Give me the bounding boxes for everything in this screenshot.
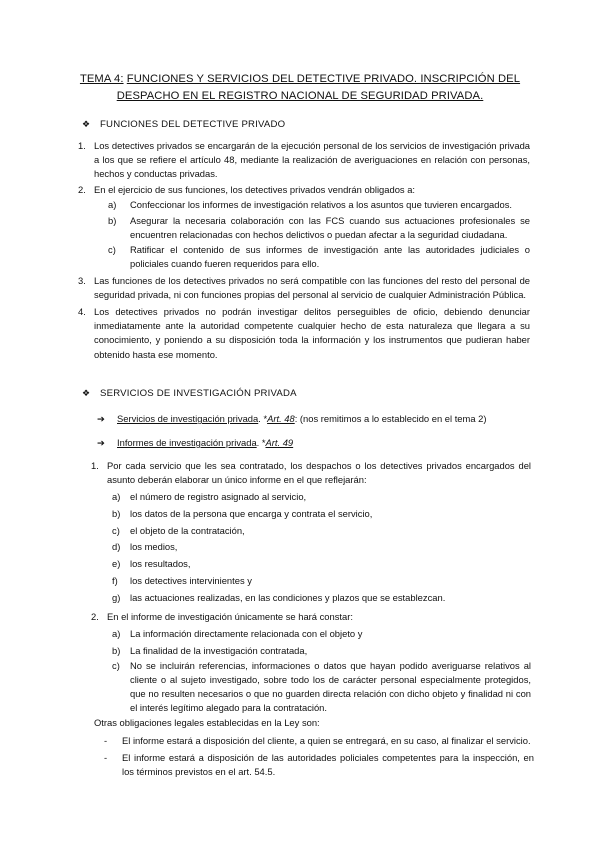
item-text: En el ejercicio de sus funciones, los detectives privados vendrán obligados a: [94, 184, 416, 196]
item-letter: a) [112, 628, 121, 640]
article-48-link[interactable]: Art. 48 [267, 413, 295, 424]
section-heading-text: FUNCIONES DEL DETECTIVE PRIVADO [100, 119, 286, 130]
item-number: 4. [78, 306, 86, 318]
item-letter: c) [112, 659, 120, 671]
item-letter: a) [108, 199, 117, 211]
item-letter: b) [108, 214, 117, 226]
item-letter: c) [112, 524, 120, 536]
item-text: Las funciones de los detectives privados no será compatible con las funciones del resto del personal de seguridad privada, ni con funciones propias del personal al servicio de cualquier Administración Pública. [94, 274, 530, 301]
sub-list-item [112, 643, 531, 658]
item-letter: b) [112, 644, 121, 656]
item-text: En el informe de investigación únicamente se hará constar: [107, 611, 353, 623]
sub-list-item [108, 243, 530, 271]
item-number: 2. [78, 184, 86, 196]
item-text: Asegurar la necesaria colaboración con las FCS cuando sus actuaciones profesionales se encuentren relacionadas con hechos delictivos o puedan afectar a la seguridad ciudadana. [130, 214, 530, 240]
item-letter: d) [112, 541, 121, 553]
sub-list-item [112, 626, 531, 641]
item-text: el número de registro asignado al servicio, [130, 491, 307, 503]
title-prefix: TEMA 4: [79, 73, 124, 85]
sub-list-item [112, 539, 531, 556]
sublist-informe-contenido [91, 489, 531, 606]
item-text: Los detectives privados no podrán investigar delitos perseguibles de oficio, debiendo denunciar inmediatamente ante la autoridad competente cualquier hecho de esta naturaleza que llegara a su conocimiento, y poniendo a su disposición toda la información y los instrumentos que pudieran haber obtenido hasta ese momento. [94, 306, 530, 360]
servicios-link[interactable]: Servicios de investigación privada [117, 413, 259, 424]
item-number: 1. [78, 140, 86, 151]
separator: . * [258, 413, 268, 424]
sub-list-item [112, 506, 531, 523]
item-letter: g) [112, 591, 121, 603]
item-text: El informe estará a disposición del cliente, a quien se entregará, en su caso, al finalizar el servicio. [122, 735, 531, 747]
item-number: 3. [78, 274, 86, 286]
sub-list-item [108, 214, 530, 242]
sub-list-item [112, 556, 531, 573]
sub-list-item [112, 573, 531, 590]
arrow-right-icon: ➔ [97, 413, 105, 424]
item-text: La información directamente relacionada con el objeto y [130, 628, 363, 640]
item-text: Confeccionar los informes de investigación relativos a los asuntos que tuvieren encargados. [130, 199, 512, 211]
list-item [78, 139, 530, 181]
list-item [91, 459, 531, 487]
list-item [78, 183, 530, 197]
item-letter: b) [112, 507, 121, 519]
item-text: las actuaciones realizadas, en las condiciones y plazos que se establezcan. [130, 591, 446, 603]
item-number: 2. [91, 611, 99, 623]
list-item [78, 274, 530, 302]
dash-list-item [94, 751, 534, 779]
item-letter: a) [112, 491, 121, 503]
informes-list [91, 459, 531, 715]
dash-list-item [94, 734, 534, 748]
document-title [70, 71, 530, 105]
item-text: los datos de la persona que encarga y contrata el servicio, [130, 507, 373, 519]
sub-list-item [112, 590, 531, 607]
section-heading-text: SERVICIOS DE INVESTIGACIÓN PRIVADA [100, 388, 297, 399]
list-item [91, 610, 531, 624]
item-text: los medios, [130, 541, 178, 553]
item-letter: f) [112, 574, 118, 586]
otras-obligaciones [94, 716, 534, 779]
sublist-informe-constar [91, 626, 531, 715]
arrow-right-icon: ➔ [97, 437, 105, 448]
sub-list-item [108, 198, 530, 212]
item-text: Los detectives privados se encargarán de la ejecución personal de los servicios de investigación privada a los que se refiere el artículo 48, mediante la realización de averiguaciones en relación con personas, hechos y conductas privadas. [94, 140, 530, 180]
item-text: Por cada servicio que les sea contratado, los despachos o los detectives privados encargados del asunto deberán elaborar un único informe en el que reflejarán: [107, 460, 531, 486]
arrow-item-rest: : (nos remitimos a lo establecido en el tema 2) [294, 413, 487, 424]
sub-list-item [112, 659, 531, 715]
title-text: FUNCIONES Y SERVICIOS DEL DETECTIVE PRIVADO. INSCRIPCIÓN DEL DESPACHO EN EL REGISTRO NACIONAL DE SEGURIDAD PRIVADA. [116, 73, 521, 102]
item-text: El informe estará a disposición de las autoridades policiales competentes para la inspección, en los términos previstos en el art. 54.5. [122, 752, 534, 778]
separator: . * [256, 437, 266, 448]
item-letter: c) [108, 243, 116, 255]
arrow-item-text [117, 412, 486, 426]
diamond-bullet-icon: ❖ [82, 119, 91, 129]
dash-bullet: - [104, 735, 108, 747]
arrow-item-text [117, 436, 293, 450]
item-text: los detectives intervinientes y [130, 574, 252, 586]
diamond-bullet-icon: ❖ [82, 388, 91, 398]
sublist-obligaciones [78, 198, 530, 271]
item-number: 1. [91, 460, 99, 471]
item-text: el objeto de la contratación, [130, 524, 245, 536]
item-text: Ratificar el contenido de sus informes de investigación ante las autoridades judiciales o policiales cuando fueren requeridos para ello. [130, 243, 530, 269]
article-49-link[interactable]: Art. 49 [265, 437, 294, 448]
sub-list-item [112, 523, 531, 540]
otras-obligaciones-heading: Otras obligaciones legales establecidas en la Ley son: [94, 717, 320, 728]
item-text: No se incluirán referencias, informaciones o datos que hayan podido averiguarse relativos al cliente o al sujeto investigado, sobre todo los de carácter personal especialmente protegidos, que no resulten necesarios o que no guarden directa relación con dicho objeto y finalidad ni con el interés legítimo alegado para la contratación. [130, 659, 531, 713]
funciones-list [78, 139, 530, 362]
dash-bullet: - [104, 752, 108, 764]
item-text: los resultados, [130, 558, 191, 570]
list-item [78, 305, 530, 361]
sub-list-item [112, 489, 531, 506]
item-letter: e) [112, 558, 121, 570]
informes-link[interactable]: Informes de investigación privada [117, 437, 257, 448]
item-text: La finalidad de la investigación contratada, [130, 644, 308, 656]
